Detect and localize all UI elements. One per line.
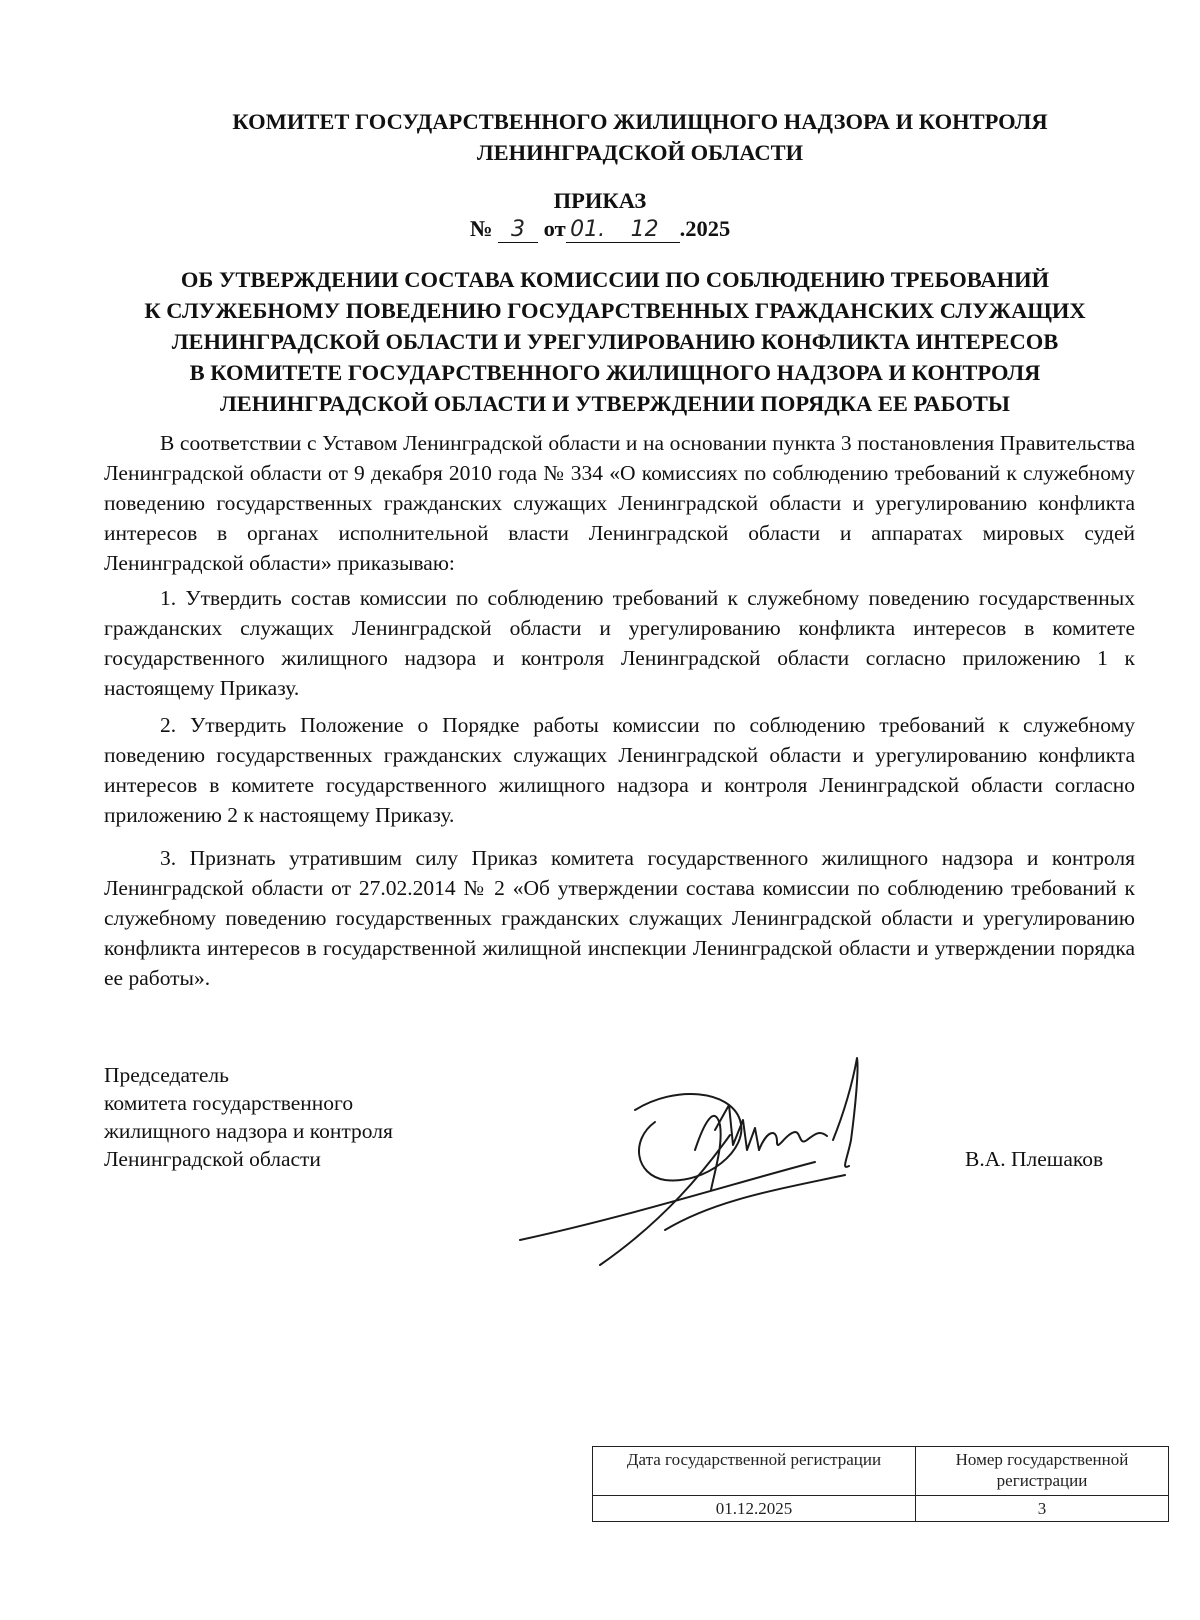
order-title: ПРИКАЗ xyxy=(553,188,647,213)
preamble-paragraph: В соответствии с Уставом Ленинградской области и на основании пункта 3 постановления Правительства Ленинградской области от 9 декабря 2010 года № 334 «О комиссиях по соблюдению требований к служебному поведению государственных гражданских служащих Ленинградской области и урегулированию конфликта интересов в органах исполнительной власти Ленинградской области и аппаратах мировых судей Ленинградской области» приказываю: xyxy=(104,431,1135,575)
number-sign: № xyxy=(469,216,493,241)
subject-line: ЛЕНИНГРАДСКОЙ ОБЛАСТИ И УРЕГУЛИРОВАНИЮ КОНФЛИКТА ИНТЕРЕСОВ xyxy=(171,329,1059,354)
subject-line: В КОМИТЕТЕ ГОСУДАРСТВЕННОГО ЖИЛИЩНОГО НАДЗОРА И КОНТРОЛЯ xyxy=(189,360,1041,385)
registration-date-value: 01.12.2025 xyxy=(593,1496,916,1522)
agency-line: КОМИТЕТ ГОСУДАРСТВЕННОГО ЖИЛИЩНОГО НАДЗОРА И КОНТРОЛЯ xyxy=(232,109,1048,134)
order-subject xyxy=(90,264,1140,419)
signatory-position xyxy=(104,1061,464,1173)
registration-number-header: Номер государственной регистрации xyxy=(916,1447,1169,1496)
registration-number-value: 3 xyxy=(916,1496,1169,1522)
order-number-handwritten: 3 xyxy=(498,218,538,243)
registration-header-row xyxy=(593,1447,1169,1496)
position-line: Председатель xyxy=(104,1063,229,1087)
order-month-handwritten: 12 xyxy=(610,218,680,243)
subject-line: ЛЕНИНГРАДСКОЙ ОБЛАСТИ И УТВЕРЖДЕНИИ ПОРЯДКА ЕЕ РАБОТЫ xyxy=(219,391,1010,416)
item-1-paragraph: 1. Утвердить состав комиссии по соблюдению требований к служебному поведению государственных гражданских служащих Ленинградской области и урегулированию конфликта интересов в комитете государственного жилищного надзора и контроля Ленинградской области согласно приложению 1 к настоящему Приказу. xyxy=(104,586,1135,700)
subject-line: ОБ УТВЕРЖДЕНИИ СОСТАВА КОМИССИИ ПО СОБЛЮДЕНИЮ ТРЕБОВАНИЙ xyxy=(180,267,1050,292)
subject-line: К СЛУЖЕБНОМУ ПОВЕДЕНИЮ ГОСУДАРСТВЕННЫХ ГРАЖДАНСКИХ СЛУЖАЩИХ xyxy=(144,298,1086,323)
registration-value-row xyxy=(593,1496,1169,1522)
date-prefix: от xyxy=(543,216,566,241)
signatory-name: В.А. Плешаков xyxy=(965,1147,1104,1171)
position-line: жилищного надзора и контроля xyxy=(104,1119,393,1143)
position-line: комитета государственного xyxy=(104,1091,354,1115)
registration-table xyxy=(592,1446,1169,1522)
registration-date-header: Дата государственной регистрации xyxy=(593,1447,916,1496)
order-day-handwritten: 01. xyxy=(566,218,610,243)
order-year: .2025 xyxy=(679,216,731,241)
agency-line: ЛЕНИНГРАДСКОЙ ОБЛАСТИ xyxy=(476,140,804,165)
item-3-paragraph: 3. Признать утратившим силу Приказ комитета государственного жилищного надзора и контроля Ленинградской области от 27.02.2014 № 2 «Об утверждении состава комиссии по соблюдению требований к служебному поведению государственных гражданских служащих Ленинградской области и урегулированию конфликта интересов в государственной жилищной инспекции Ленинградской области и утверждении порядка ее работы». xyxy=(104,846,1135,990)
item-2-paragraph: 2. Утвердить Положение о Порядке работы комиссии по соблюдению требований к служебному поведению государственных гражданских служащих Ленинградской области и урегулированию конфликта интересов в комитете государственного жилищного надзора и контроля Ленинградской области согласно приложению 2 к настоящему Приказу. xyxy=(104,713,1135,827)
handwritten-signature xyxy=(515,1050,915,1300)
position-line: Ленинградской области xyxy=(104,1147,321,1171)
order-number-date xyxy=(400,214,800,244)
agency-name xyxy=(180,106,1100,168)
